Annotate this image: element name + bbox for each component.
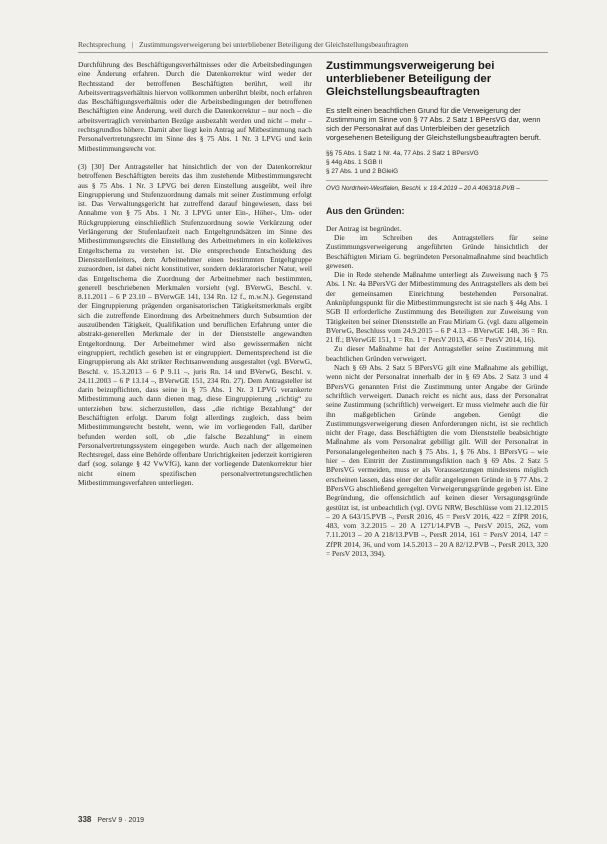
norm-reference: § 27 Abs. 1 und 2 BGleiG xyxy=(326,167,399,175)
article-title: Zustimmungsverweigerung bei unterbliebener Beteiligung der Gleichstellungsbeauftragten xyxy=(326,60,495,99)
section-heading: Aus den Gründen: xyxy=(326,205,405,216)
page-footer xyxy=(78,815,144,824)
norm-reference: § 44g Abs. 1 SGB II xyxy=(326,159,383,167)
divider xyxy=(326,180,548,181)
header-running-title: Zustimmungsverweigerung bei unterbliebener Beteiligung der Gleichstellungsbeauftragten xyxy=(139,40,409,49)
right-paragraph-1: Der Antrag ist begründet. xyxy=(326,223,402,233)
court-citation: OVG Nordrhein-Westfalen, Beschl. v. 19.4.2019 – 20 A 4063/18.PVB – xyxy=(326,184,520,192)
header-rule xyxy=(78,52,548,53)
norm-reference: §§ 75 Abs. 1 Satz 1 Nr. 4a, 77 Abs. 2 Satz 1 BPersVG xyxy=(326,150,479,158)
right-paragraph-2: Die im Schreiben des Antragstellers für seine Zustimmungsverweigerung angeführten Gründe hinsichtlich der Beschäftigten Miriam G. begründeten Personalmaßnahme sind beachtlich gewesen. xyxy=(326,232,548,270)
header-separator: | xyxy=(131,40,134,49)
right-paragraph-5: Nach § 69 Abs. 2 Satz 5 BPersVG gilt eine Maßnahme als gebilligt, wenn nicht der Personalrat innerhalb der in § 69 Abs. 2 Satz 3 und 4 BPersVG genannten Frist die Zustimmung unter Angabe der Gründe schriftlich verweigert. Danach reicht es nicht aus, dass der Personalrat seine Zustimmung (schriftlich) verweigert. Er muss vielmehr auch die für ihn maßgeblichen Gründe angeben. Genügt die Zustimmungsverweigerung diesen Anforderungen nicht, ist sie rechtlich nicht der Frage, dass Beschäftigten die vom Dienststelle beabsichtigte Maßnahme als vom Personalrat gebilligt gilt. Will der Personalrat in Personalangelegenheiten nach § 75 Abs. 1, § 76 Abs. 1 BPersVG – wie hier – den Eintritt der Zustimmungsfiktion nach § 69 Abs. 2 Satz 5 BPersVG vermeiden, muss er als Voraussetzungen mindestens möglich erscheinen lassen, dass einer der dafür angelegenen Gründe in § 77 Abs. 2 BPersVG abschließend geregelten Verweigerungsgründe gegeben ist. Eine Begründung, die offensichtlich auf keinen dieser Versagungsgründe gestützt ist, ist unbeachtlich (vgl. OVG NRW, Beschlüsse vom 21.12.2015 – 20 A 643/15.PVB –, PersR 2016, 45 = PersV 2016, 422 = ZfPR 2016, 483, vom 3.2.2015 – 20 A 1271/14.PVB –, PersV 2015, 262, vom 7.11.2013 – 20 A 218/13.PVB –, PersR 2014, 161 = PersV 2014, 147 = ZfPR 2014, 36, und vom 14.5.2013 – 20 A 82/12.PVB –, PersR 2013, 320 = PersV 2013, 394). xyxy=(326,363,548,558)
paragraph-gap xyxy=(78,153,312,162)
header-section: Rechtsprechung xyxy=(78,40,126,49)
right-paragraph-4: Zu dieser Maßnahme hat der Antragsteller seine Zustimmung mit beachtlichen Gründen verweigert. xyxy=(326,344,548,363)
norm-references xyxy=(326,147,548,175)
left-paragraph-2: (3) [30] Der Antragsteller hat hinsichtlich der von der Datenkorrektur betroffenen Beschäftigten bereits das ihm zustehende Mitbestimmungsrecht aus § 75 Abs. 1 Nr. 3 LPVG bei deren Einstellung ausgeübt, weil ihre Eingruppierung und Stufenzuordnung damals mit seiner Zustimmung erfolgt ist. Das Verwaltungsgericht hat zutreffend darauf hingewiesen, dass bei Annahme von § 75 Abs. 1 Nr. 3 LPVG unter Ein-, Höher-, Um- oder Rückgruppierung einschließlich Stufenzuordnung sowie Verkürzung oder Verlängerung der Stufenlaufzeit nach Entgeltgrundsätzen im Sinne des Mitbestimmungsrechts die Einstellung des Arbeitnehmers in ein kollektives Entgeltschema zu verstehen ist. Die entsprechende Entscheidung des Dienststellenleiters, dem Arbeitnehmer einen bestimmten Entgeltgruppe zuzuordnen, ist dabei nicht konstitutiver, sondern deklaratorischer Natur, weil das Entgeltschema die Zuordnung der Arbeitnehmer nach bestimmten, generell beschriebenen Merkmalen vorsieht (vgl. BVerwG, Beschl. v. 8.11.2011 – 6 P 23.10 – BVerwGE 141, 134 Rn. 12 f., m.w.N.). Gegenstand der Eingruppierung prägenden organisatorischen Tätigkeitsmerkmals ergibt sich die zutreffende Einordnung des Arbeitnehmers durch Subsumtion der auszuübenden Tätigkeit, Qualifikation und beruflichen Erfahrung unter die abstrakt-generellen Merkmale der in der Dienststelle angewandten Entgeltordnung. Der Arbeitnehmer wird also gewissermaßen nicht eingruppiert, rechtlich gesehen ist er eingruppiert. Dementsprechend ist die Eingruppierung als Akt strikter Rechtsanwendung ausgestaltet (vgl. BVerwG, Beschl. v. 15.3.2013 – 6 P 9.11 –, juris Rn. 14 und BVerwG, Beschl. v. 24.11.2003 – 6 P 13.14 –, BVerwGE 151, 234 Rn. 27). Dem Antragsteller ist darin beizupflichten, dass seine in § 75 Abs. 1 Nr. 3 LPVG verankerte Mitbestimmung auch dann dienen mag, diese Eingruppierung „richtig“ zu unterziehen bzw. sicherzustellen, dass „die richtige Bezahlung“ der Beschäftigten erfolgt. Darum folgt allerdings zugleich, dass beim Mitbestimmungsrecht besteht, wenn, wie im vorliegenden Fall, darüber befunden werden soll, ob „die falsche Bezahlung“ in einem Personalvertretungssystem eingegeben wurde. Auch nach der allgemeinen Rechtsregel, dass eine Behörde offenbare Unrichtigkeiten jederzeit korrigieren darf (sog. solange § 42 VwVfG), kann der vorliegende Datenkorrektur hier nicht einem spezifischen personalvertretungsrechtlichen Mitbestimmungsverfahren unterliegen. xyxy=(78,161,312,488)
journal-issue: PersV 9 · 2019 xyxy=(97,817,145,824)
headnote: Es stellt einen beachtlichen Grund für die Verweigerung der Zustimmung im Sinne von § 77 Abs. 2 Satz 1 BPersVG dar, wenn sich der Personalrat auf das Unterbleiben der gesetzlich vorgesehenen Beteiligung der Gleichstellungsbeauftragten beruft. xyxy=(326,105,541,143)
page-number: 338 xyxy=(78,815,92,824)
right-paragraph-3: Die in Rede stehende Maßnahme unterliegt als Zuweisung nach § 75 Abs. 1 Nr. 4a BPersVG der Mitbestimmung des Antragstellers als dem bei der gemeinsamen Einrichtung bestehenden Personalrat. Anknüpfungspunkt für die Mitbestimmungsrecht ist sie nach § 44g Abs. 1 SGB II erforderliche Zustimmung des Beteiligten zur Zuweisung von Tätigkeiten bei seiner Dienststelle an Frau Miriam G. (vgl. dazu allgemein BVerwG, Beschluss vom 24.9.2015 – 6 P 4.13 – BVerwGE 148, 36 = Rn. 21 ff.; BVerwGE 151, 1 = Rn. 1 = PersV 2013, 456 = PersV 2014, 16). xyxy=(326,270,548,345)
running-header xyxy=(78,40,548,49)
left-column xyxy=(78,60,312,820)
right-column xyxy=(326,60,548,820)
left-paragraph-1: Durchführung des Beschäftigungsverhältnisses oder die Arbeitsbedingungen eine Änderung erfahren. Durch die Datenkorrektur wird weder der Rechtsstand der betroffenen Beschäftigten berührt, weil ihr Arbeitsvertragsverhältnis hiervon vollkommen unberührt bleibt, noch erfahren das Beschäftigungsverhältnis oder die Arbeitsbedingungen der betroffenen Beschäftigten eine Änderung, weil durch die Datenkorrektur – nur noch – die arbeitsvertraglich vereinbarten Bezüge ausbezahlt werden und nicht – mehr – rechtsgrundlos höhere. Damit aber liegt kein Antrag auf Mitbestimmung nach Personalvertretungsrecht im Sinne des § 75 Abs. 1 Nr. 3 LPVG und kein Mitbestimmungsrecht vor. xyxy=(78,60,312,153)
